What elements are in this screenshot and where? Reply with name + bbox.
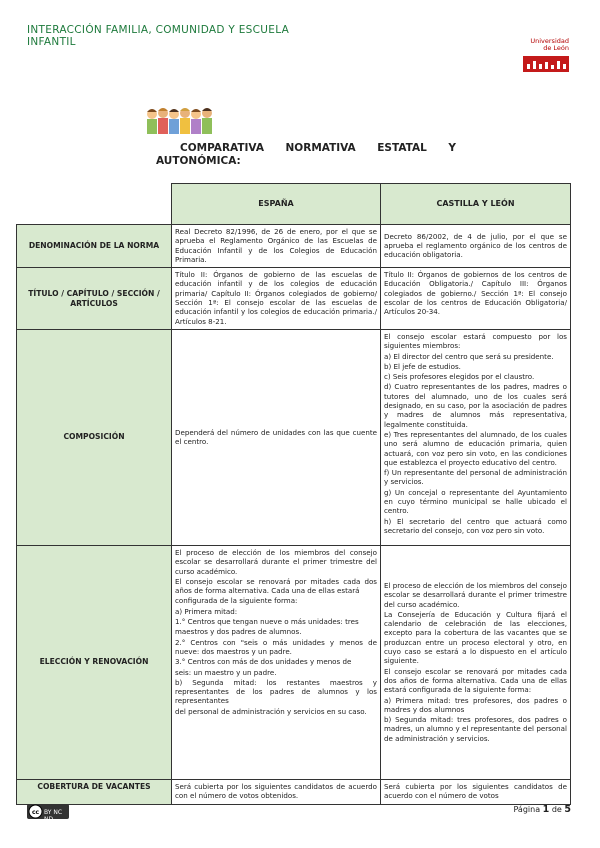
university-logo: [521, 38, 571, 72]
espana-cell: [172, 329, 381, 545]
title-word: Y: [448, 142, 456, 154]
column-header-castilla-leon: CASTILLA Y LEÓN: [381, 184, 571, 225]
cell-paragraph: a) Primera mitad: tres profesores, dos padres o madres y dos alumnos: [384, 695, 567, 714]
column-header-espana: ESPAÑA: [172, 184, 381, 225]
cell-paragraph: b) Segunda mitad: tres profesores, dos padres o madres, un alumno y el representante del personal de administración y servicios.: [384, 715, 567, 743]
cell-paragraph: El proceso de elección de los miembros del consejo escolar se desarrollará durante el primer trimestre del curso académico.: [175, 547, 377, 576]
cell-paragraph: h) El secretario del centro que actuará como secretario del consejo, con voz pero sin voto.: [384, 516, 567, 535]
castilla-leon-cell: [381, 545, 571, 779]
cell-paragraph: del personal de administración y servicios en su caso.: [175, 706, 367, 716]
title-word: COMPARATIVA: [180, 142, 264, 154]
cell-paragraph: El consejo escolar estará compuesto por los siguientes miembros:: [384, 331, 567, 351]
castilla-leon-cell: [381, 268, 571, 330]
table-row: [17, 329, 571, 545]
title-line-1: [156, 142, 456, 155]
cell-paragraph: Real Decreto 82/1996, de 26 de enero, por el que se aprueba el Reglamento Orgánico de las Escuelas de Educación Infantil y de los Colegios de Educación Primaria.: [175, 227, 377, 264]
castilla-leon-cell: [381, 329, 571, 545]
table-header-row: [17, 184, 571, 225]
cell-paragraph: 2.° Centros con "seis o más unidades y menos de nueve: dos maestros y un padre.: [175, 637, 377, 656]
document-header-title: INTERACCIÓN FAMILIA, COMUNIDAD Y ESCUELA INFANTIL: [27, 24, 290, 48]
cell-paragraph: El consejo escolar se renovará por mitades cada dos años de forma alternativa. Cada una de ellas estará configurada de la siguiente forma:: [384, 666, 567, 695]
cell-paragraph: Título II: Órganos de gobierno de las escuelas de educación infantil y de los colegios de educación primaria/ Capítulo II: Órganos colegiados de gobierno/ Sección 1ª: El consejo escolar de las escuelas de educación infantil y los colegios de educación primaria./ Artículos 8-21.: [175, 270, 377, 326]
cell-paragraph: maestros y dos padres de alumnos.: [175, 627, 302, 637]
license-text: BY NC ND: [44, 809, 63, 823]
cell-paragraph: configurada de la siguiente forma:: [175, 596, 298, 606]
title-word: ESTATAL: [377, 142, 427, 154]
cc-icon: [28, 804, 43, 819]
cell-paragraph: 3.° Centros con más de dos unidades y menos de: [175, 657, 352, 667]
table-row: [17, 545, 571, 779]
title-word: NORMATIVA: [285, 142, 356, 154]
title-line-2: AUTONÓMICA:: [156, 155, 241, 167]
logo-graphic: [523, 52, 569, 72]
row-label: COBERTURA DE VACANTES: [17, 779, 172, 804]
creative-commons-badge: [27, 804, 69, 823]
cell-paragraph: f) Un representante del personal de administración y servicios.: [384, 468, 567, 487]
children-illustration: [146, 104, 218, 136]
page-total: 5: [564, 804, 571, 815]
cell-paragraph: d) Cuatro representantes de los padres, madres o tutores del alumnado, uno de los cuales será designado, en su caso, por la asociación de padres y madres de alumnos más representativa, legalmente constituida.: [384, 382, 567, 429]
page-separator: de: [551, 805, 562, 814]
page-prefix: Página: [513, 805, 541, 814]
cell-paragraph: e) Tres representantes del alumnado, de los cuales uno será alumno de educación primaria, quien actuará, con voz pero sin voto, en las condiciones que establezca el proyecto educativo del centro.: [384, 429, 567, 467]
page-number: [513, 804, 571, 815]
row-label: TÍTULO / CAPÍTULO / SECCIÓN / ARTÍCULOS: [17, 268, 172, 330]
espana-cell: [172, 268, 381, 330]
cell-paragraph: Será cubierta por los siguientes candidatos de acuerdo con el número de votos obtenidos.: [175, 781, 377, 801]
table-row: [17, 268, 571, 330]
cell-paragraph: 1.° Centros que tengan nueve o más unidades: tres: [175, 617, 359, 627]
castilla-leon-cell: [381, 779, 571, 804]
page-current: 1: [542, 804, 550, 815]
cell-paragraph: c) Seis profesores elegidos por el claustro.: [384, 372, 535, 382]
empty-corner-cell: [17, 184, 172, 225]
cell-paragraph: g) Un concejal o representante del Ayuntamiento en cuyo término municipal se halle ubicado el centro.: [384, 487, 567, 516]
cell-paragraph: Título II: Órganos de gobiernos de los centros de Educación Obligatoria./ Capítulo III: Órganos colegiados de gobierno./ Sección 1ª: El consejo escolar de los centros de Educación Obligatoria/ Artículos 20-34.: [384, 270, 567, 317]
comparison-table: [16, 183, 571, 805]
logo-text: Universidad de León: [530, 37, 569, 52]
table-row: [17, 779, 571, 804]
cell-paragraph: La Consejería de Educación y Cultura fijará el calendario de celebración de las elecciones, excepto para la cobertura de las vacantes que se produzcan entre un proceso electoral y otro, en cuyo caso se estará a lo dispuesto en el artículo siguiente.: [384, 609, 567, 666]
cell-paragraph: Será cubierta por los siguientes candidatos de acuerdo con el número de votos: [384, 781, 567, 801]
espana-cell: [172, 545, 381, 779]
cell-paragraph: Dependerá del número de unidades con las que cuente el centro.: [175, 427, 377, 446]
cell-paragraph: El consejo escolar se renovará por mitades cada dos años de forma alternativa. Cada una de ellas estará: [175, 576, 377, 596]
cell-paragraph: b) El jefe de estudios.: [384, 361, 461, 371]
cell-paragraph: seis: un maestro y un padre.: [175, 667, 277, 677]
cell-paragraph: b) Segunda mitad: los restantes maestros y representantes de los padres de alumnos y los representantes: [175, 677, 377, 706]
cell-paragraph: El proceso de elección de los miembros del consejo escolar se desarrollará durante el primer trimestre del curso académico.: [384, 580, 567, 609]
row-label: COMPOSICIÓN: [17, 329, 172, 545]
cell-paragraph: a) El director del centro que será su presidente.: [384, 351, 554, 361]
cell-paragraph: a) Primera mitad:: [175, 606, 238, 616]
espana-cell: [172, 779, 381, 804]
svg-text:cc: cc: [31, 809, 40, 816]
document-title: [156, 142, 456, 168]
row-label: DENOMINACIÓN DE LA NORMA: [17, 225, 172, 268]
row-label: ELECCIÓN Y RENOVACIÓN: [17, 545, 172, 779]
cell-paragraph: Decreto 86/2002, de 4 de julio, por el que se aprueba el reglamento orgánico de los centros de educación obligatoria.: [384, 231, 567, 260]
table-row: [17, 225, 571, 268]
castilla-leon-cell: [381, 225, 571, 268]
espana-cell: [172, 225, 381, 268]
